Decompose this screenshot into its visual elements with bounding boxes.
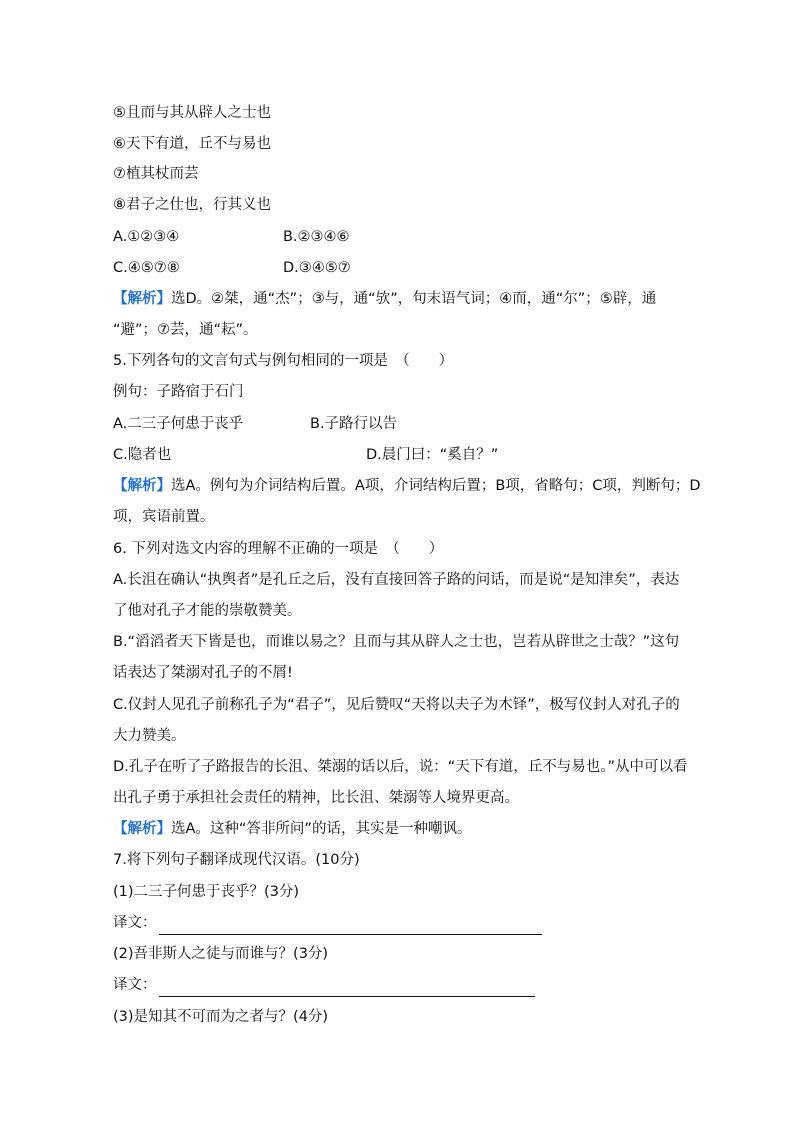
q7-translation-2 xyxy=(113,973,535,997)
q6-option-c-cont: 大力赞美。 xyxy=(113,728,186,744)
q6-option-d: D.孔子在听了子路报告的长沮、桀溺的话以后，说：“天下有道，丘不与易也。”从中可以看 xyxy=(113,759,688,775)
q5-question: 5.下列各句的文言句式与例句相同的一项是 （ ） xyxy=(113,353,454,369)
q4-analysis xyxy=(113,287,656,311)
q5-option-b: B.子路行以告 xyxy=(310,416,398,432)
sentence-7: ⑦植其杖而芸 xyxy=(113,166,199,182)
translation-label: 译文： xyxy=(113,915,157,931)
q6-option-b-cont: 话表达了桀溺对孔子的不屑! xyxy=(113,665,293,681)
q5-option-a: A.二三子何患于丧乎 xyxy=(113,416,244,432)
q5-option-d: D.晨门曰：“奚自？” xyxy=(366,447,499,463)
q5-analysis-text: 选A。例句为介词结构后置。A项，介词结构后置；B项，省略句；C项，判断句；D xyxy=(171,478,701,494)
q7-question: 7.将下列句子翻译成现代汉语。(10分) xyxy=(113,852,360,868)
q6-question: 6. 下列对选文内容的理解不正确的一项是 （ ） xyxy=(113,541,444,557)
q4-option-a: A.①②③④ xyxy=(113,229,180,245)
q7-translation-1 xyxy=(113,911,542,935)
q6-option-d-cont: 出孔子勇于承担社会责任的精神，比长沮、桀溺等人境界更高。 xyxy=(113,790,519,806)
sentence-6: ⑥天下有道，丘不与易也 xyxy=(113,136,271,152)
sentence-8: ⑧君子之仕也，行其义也 xyxy=(113,197,271,213)
answer-blank-1[interactable] xyxy=(159,918,542,935)
q4-analysis-cont: “避”；⑦芸，通“耘”。 xyxy=(113,322,258,338)
q4-option-c: C.④⑤⑦⑧ xyxy=(113,260,180,276)
analysis-tag: 【解析】 xyxy=(113,478,171,494)
q7-item-3: (3)是知其不可而为之者与？(4分) xyxy=(113,1009,329,1025)
q5-analysis-cont: 项，宾语前置。 xyxy=(113,509,215,525)
q7-item-2: (2)吾非斯人之徒与而谁与？(3分) xyxy=(113,946,329,962)
answer-blank-2[interactable] xyxy=(159,980,535,997)
q4-option-d: D.③④⑤⑦ xyxy=(283,260,351,276)
translation-label: 译文： xyxy=(113,977,157,993)
q6-analysis xyxy=(113,817,471,841)
q4-analysis-text: 选D。②桀，通“杰”；③与，通“欤”，句末语气词；④而，通“尔”；⑤辟，通 xyxy=(171,291,657,307)
analysis-tag: 【解析】 xyxy=(113,291,171,307)
sentence-5: ⑤且而与其从辟人之士也 xyxy=(113,105,271,121)
q5-analysis xyxy=(113,474,701,498)
q7-item-1: (1)二三子何患于丧乎？(3分) xyxy=(113,884,300,900)
q6-option-a: A.长沮在确认“执舆者”是孔丘之后，没有直接回答子路的问话，而是说“是知津矣”，表达 xyxy=(113,572,680,588)
q6-analysis-text: 选A。这种“答非所问”的话，其实是一种嘲讽。 xyxy=(171,821,472,837)
q5-option-c: C.隐者也 xyxy=(113,447,172,463)
q4-option-b: B.②③④⑥ xyxy=(283,229,350,245)
q6-option-a-cont: 了他对孔子才能的崇敬赞美。 xyxy=(113,603,302,619)
analysis-tag: 【解析】 xyxy=(113,821,171,837)
q6-option-c: C.仪封人见孔子前称孔子为“君子”，见后赞叹“天将以夫子为木铎”，极写仪封人对孔子的 xyxy=(113,697,680,713)
q6-option-b: B.“滔滔者天下皆是也，而谁以易之？且而与其从辟人之士也，岂若从辟世之士哉？”这句 xyxy=(113,634,680,650)
q5-example: 例句：子路宿于石门 xyxy=(113,384,244,400)
